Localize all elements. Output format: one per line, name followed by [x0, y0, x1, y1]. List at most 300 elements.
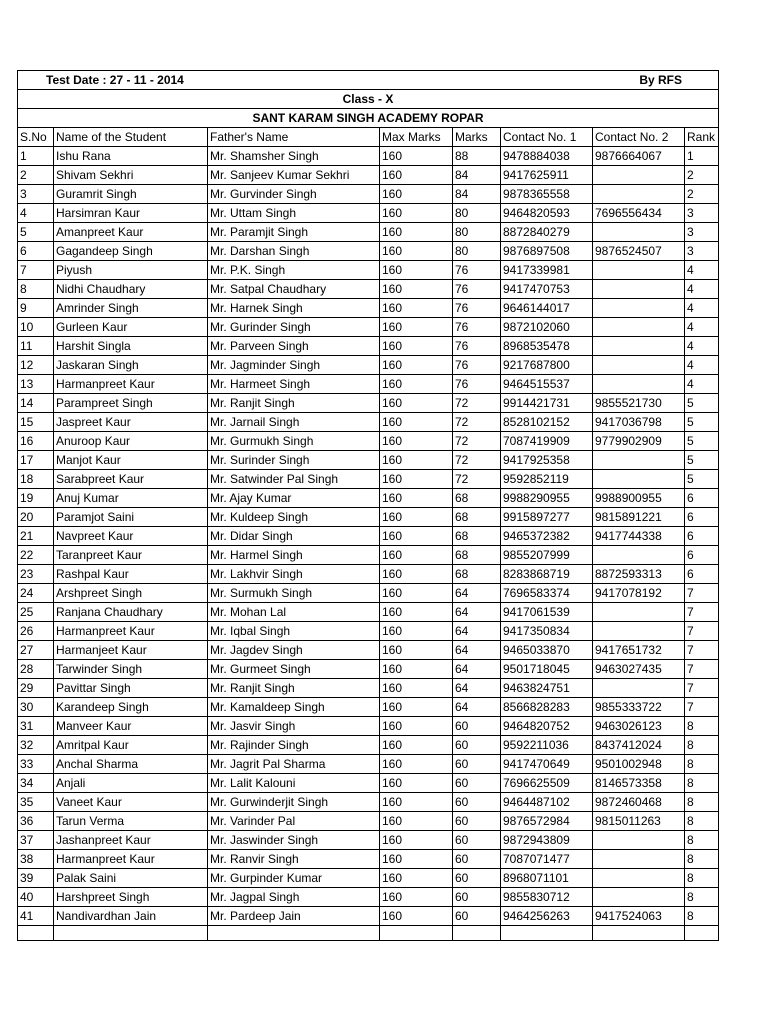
table-row: [18, 717, 719, 736]
cell-contact-2: [593, 261, 685, 280]
cell-contact-1: 9417625911: [501, 166, 593, 185]
cell-sno: 26: [18, 622, 54, 641]
cell-rank: 6: [685, 565, 719, 584]
cell-sno: 6: [18, 242, 54, 261]
cell-sno: 33: [18, 755, 54, 774]
col-header-contact-2: Contact No. 2: [593, 128, 685, 147]
cell-father-name: Mr. Jagpal Singh: [208, 888, 380, 907]
cell-max-marks: 160: [380, 546, 453, 565]
cell-contact-2: 9988900955: [593, 489, 685, 508]
cell-contact-1: 9464820593: [501, 204, 593, 223]
cell-father-name: Mr. Gurmeet Singh: [208, 660, 380, 679]
cell-father-name: Mr. Mohan Lal: [208, 603, 380, 622]
cell-max-marks: 160: [380, 318, 453, 337]
cell-father-name: Mr. Jasvir Singh: [208, 717, 380, 736]
cell-contact-1: 9876897508: [501, 242, 593, 261]
empty-cell: [501, 926, 593, 941]
cell-marks: 68: [453, 546, 501, 565]
table-row: [18, 584, 719, 603]
cell-student-name: Gurleen Kaur: [54, 318, 208, 337]
cell-contact-2: [593, 850, 685, 869]
cell-student-name: Guramrit Singh: [54, 185, 208, 204]
cell-father-name: Mr. Paramjit Singh: [208, 223, 380, 242]
cell-contact-1: 7087419909: [501, 432, 593, 451]
cell-marks: 60: [453, 812, 501, 831]
cell-marks: 64: [453, 603, 501, 622]
cell-sno: 10: [18, 318, 54, 337]
cell-contact-1: 9876572984: [501, 812, 593, 831]
empty-cell: [208, 926, 380, 941]
cell-rank: 5: [685, 394, 719, 413]
cell-marks: 72: [453, 413, 501, 432]
cell-max-marks: 160: [380, 356, 453, 375]
cell-sno: 8: [18, 280, 54, 299]
table-row: [18, 489, 719, 508]
cell-contact-1: 9872102060: [501, 318, 593, 337]
cell-rank: 7: [685, 679, 719, 698]
test-date: Test Date : 27 - 11 - 2014: [18, 71, 453, 90]
cell-max-marks: 160: [380, 432, 453, 451]
cell-max-marks: 160: [380, 489, 453, 508]
cell-marks: 88: [453, 147, 501, 166]
cell-sno: 29: [18, 679, 54, 698]
cell-sno: 40: [18, 888, 54, 907]
cell-sno: 27: [18, 641, 54, 660]
cell-max-marks: 160: [380, 375, 453, 394]
cell-contact-1: 7696625509: [501, 774, 593, 793]
cell-student-name: Anjali: [54, 774, 208, 793]
cell-contact-2: 9815891221: [593, 508, 685, 527]
cell-student-name: Manjot Kaur: [54, 451, 208, 470]
cell-contact-2: [593, 470, 685, 489]
cell-father-name: Mr. Surinder Singh: [208, 451, 380, 470]
col-header-contact-1: Contact No. 1: [501, 128, 593, 147]
cell-max-marks: 160: [380, 888, 453, 907]
cell-student-name: Manveer Kaur: [54, 717, 208, 736]
table-row: [18, 565, 719, 584]
cell-contact-2: [593, 356, 685, 375]
cell-student-name: Harmanjeet Kaur: [54, 641, 208, 660]
results-table: [17, 70, 719, 941]
cell-sno: 24: [18, 584, 54, 603]
table-row: [18, 147, 719, 166]
cell-max-marks: 160: [380, 812, 453, 831]
cell-max-marks: 160: [380, 413, 453, 432]
table-row: [18, 261, 719, 280]
cell-marks: 76: [453, 318, 501, 337]
table-row: [18, 603, 719, 622]
cell-father-name: Mr. Gurmukh Singh: [208, 432, 380, 451]
cell-rank: 4: [685, 337, 719, 356]
cell-marks: 80: [453, 223, 501, 242]
cell-contact-1: 9988290955: [501, 489, 593, 508]
cell-sno: 41: [18, 907, 54, 926]
cell-contact-2: 8872593313: [593, 565, 685, 584]
cell-student-name: Taranpreet Kaur: [54, 546, 208, 565]
cell-father-name: Mr. Ranvir Singh: [208, 850, 380, 869]
table-row: [18, 223, 719, 242]
cell-contact-2: [593, 546, 685, 565]
cell-rank: 7: [685, 641, 719, 660]
cell-max-marks: 160: [380, 261, 453, 280]
cell-sno: 18: [18, 470, 54, 489]
cell-marks: 60: [453, 850, 501, 869]
cell-contact-1: 9872943809: [501, 831, 593, 850]
cell-sno: 25: [18, 603, 54, 622]
cell-marks: 72: [453, 432, 501, 451]
cell-rank: 8: [685, 812, 719, 831]
cell-sno: 21: [18, 527, 54, 546]
cell-marks: 68: [453, 508, 501, 527]
cell-father-name: Mr. Harnek Singh: [208, 299, 380, 318]
cell-rank: 7: [685, 622, 719, 641]
cell-father-name: Mr. Gurwinderjit Singh: [208, 793, 380, 812]
table-row: [18, 831, 719, 850]
cell-marks: 60: [453, 755, 501, 774]
cell-max-marks: 160: [380, 565, 453, 584]
cell-contact-2: [593, 375, 685, 394]
cell-contact-2: 9876664067: [593, 147, 685, 166]
cell-student-name: Jaspreet Kaur: [54, 413, 208, 432]
cell-contact-1: 9465033870: [501, 641, 593, 660]
table-row: [18, 546, 719, 565]
cell-rank: 5: [685, 432, 719, 451]
cell-rank: 5: [685, 451, 719, 470]
empty-cell: [453, 926, 501, 941]
table-row: [18, 660, 719, 679]
cell-rank: 4: [685, 375, 719, 394]
cell-contact-2: [593, 299, 685, 318]
cell-max-marks: 160: [380, 793, 453, 812]
table-row: [18, 869, 719, 888]
cell-student-name: Piyush: [54, 261, 208, 280]
cell-student-name: Arshpreet Singh: [54, 584, 208, 603]
cell-marks: 60: [453, 869, 501, 888]
cell-contact-2: 9463027435: [593, 660, 685, 679]
cell-marks: 76: [453, 299, 501, 318]
cell-marks: 76: [453, 280, 501, 299]
cell-contact-2: 9501002948: [593, 755, 685, 774]
cell-sno: 16: [18, 432, 54, 451]
cell-rank: 2: [685, 185, 719, 204]
cell-sno: 31: [18, 717, 54, 736]
cell-contact-2: 9417078192: [593, 584, 685, 603]
cell-sno: 35: [18, 793, 54, 812]
cell-max-marks: 160: [380, 660, 453, 679]
cell-father-name: Mr. Varinder Pal: [208, 812, 380, 831]
cell-max-marks: 160: [380, 527, 453, 546]
cell-student-name: Harshpreet Singh: [54, 888, 208, 907]
cell-father-name: Mr. Sanjeev Kumar Sekhri: [208, 166, 380, 185]
cell-sno: 38: [18, 850, 54, 869]
column-header-row: [18, 128, 719, 147]
cell-rank: 6: [685, 527, 719, 546]
cell-max-marks: 160: [380, 166, 453, 185]
cell-sno: 17: [18, 451, 54, 470]
col-header-rank: Rank: [685, 128, 719, 147]
cell-marks: 68: [453, 489, 501, 508]
cell-student-name: Amanpreet Kaur: [54, 223, 208, 242]
cell-father-name: Mr. Rajinder Singh: [208, 736, 380, 755]
cell-rank: 8: [685, 736, 719, 755]
cell-marks: 64: [453, 679, 501, 698]
cell-max-marks: 160: [380, 204, 453, 223]
cell-contact-2: 9417651732: [593, 641, 685, 660]
cell-rank: 4: [685, 261, 719, 280]
cell-contact-1: 9914421731: [501, 394, 593, 413]
table-row: [18, 375, 719, 394]
cell-rank: 7: [685, 698, 719, 717]
cell-max-marks: 160: [380, 337, 453, 356]
cell-contact-1: 7087071477: [501, 850, 593, 869]
cell-father-name: Mr. Ranjit Singh: [208, 394, 380, 413]
cell-contact-1: 9417350834: [501, 622, 593, 641]
cell-rank: 7: [685, 584, 719, 603]
cell-student-name: Ishu Rana: [54, 147, 208, 166]
cell-contact-1: 9463824751: [501, 679, 593, 698]
cell-student-name: Anuroop Kaur: [54, 432, 208, 451]
cell-marks: 84: [453, 185, 501, 204]
table-row: [18, 318, 719, 337]
cell-marks: 64: [453, 660, 501, 679]
cell-father-name: Mr. Jagminder Singh: [208, 356, 380, 375]
cell-sno: 32: [18, 736, 54, 755]
cell-sno: 2: [18, 166, 54, 185]
cell-contact-2: [593, 622, 685, 641]
col-header-father-name: Father's Name: [208, 128, 380, 147]
cell-contact-1: 9465372382: [501, 527, 593, 546]
cell-sno: 20: [18, 508, 54, 527]
cell-marks: 60: [453, 774, 501, 793]
cell-rank: 5: [685, 470, 719, 489]
table-row: [18, 242, 719, 261]
cell-sno: 1: [18, 147, 54, 166]
cell-student-name: Harmanpreet Kaur: [54, 850, 208, 869]
cell-rank: 8: [685, 869, 719, 888]
cell-contact-2: 9417036798: [593, 413, 685, 432]
cell-sno: 39: [18, 869, 54, 888]
cell-contact-1: 9592211036: [501, 736, 593, 755]
cell-contact-1: 9915897277: [501, 508, 593, 527]
table-row: [18, 413, 719, 432]
cell-rank: 3: [685, 223, 719, 242]
cell-sno: 34: [18, 774, 54, 793]
cell-rank: 8: [685, 850, 719, 869]
empty-cell: [18, 926, 54, 941]
cell-contact-2: 9815011263: [593, 812, 685, 831]
cell-contact-1: 9464515537: [501, 375, 593, 394]
table-row: [18, 470, 719, 489]
cell-contact-1: 8566828283: [501, 698, 593, 717]
table-row: [18, 850, 719, 869]
cell-contact-2: [593, 280, 685, 299]
cell-max-marks: 160: [380, 223, 453, 242]
table-row: [18, 907, 719, 926]
cell-rank: 3: [685, 204, 719, 223]
cell-marks: 72: [453, 394, 501, 413]
cell-marks: 76: [453, 375, 501, 394]
cell-student-name: Harshit Singla: [54, 337, 208, 356]
cell-contact-2: 9417524063: [593, 907, 685, 926]
header-row-class: [18, 90, 719, 109]
cell-contact-1: 7696583374: [501, 584, 593, 603]
table-row: [18, 755, 719, 774]
table-row: [18, 736, 719, 755]
cell-marks: 80: [453, 204, 501, 223]
header-row-school: [18, 109, 719, 128]
cell-sno: 37: [18, 831, 54, 850]
cell-student-name: Amrinder Singh: [54, 299, 208, 318]
cell-rank: 7: [685, 660, 719, 679]
cell-marks: 72: [453, 451, 501, 470]
empty-cell: [54, 926, 208, 941]
cell-student-name: Amritpal Kaur: [54, 736, 208, 755]
cell-max-marks: 160: [380, 679, 453, 698]
cell-student-name: Navpreet Kaur: [54, 527, 208, 546]
cell-contact-1: 9855830712: [501, 888, 593, 907]
cell-student-name: Sarabpreet Kaur: [54, 470, 208, 489]
cell-father-name: Mr. Parveen Singh: [208, 337, 380, 356]
cell-father-name: Mr. Harmel Singh: [208, 546, 380, 565]
cell-contact-1: 8283868719: [501, 565, 593, 584]
empty-cell: [593, 926, 685, 941]
cell-contact-1: 8528102152: [501, 413, 593, 432]
cell-marks: 60: [453, 717, 501, 736]
cell-rank: 5: [685, 413, 719, 432]
cell-marks: 60: [453, 793, 501, 812]
cell-father-name: Mr. Jagdev Singh: [208, 641, 380, 660]
cell-student-name: Harmanpreet Kaur: [54, 375, 208, 394]
cell-student-name: Palak Saini: [54, 869, 208, 888]
cell-rank: 8: [685, 755, 719, 774]
table-row: [18, 451, 719, 470]
cell-marks: 64: [453, 698, 501, 717]
cell-father-name: Mr. Shamsher Singh: [208, 147, 380, 166]
cell-father-name: Mr. Kuldeep Singh: [208, 508, 380, 527]
cell-rank: 8: [685, 907, 719, 926]
cell-student-name: Jashanpreet Kaur: [54, 831, 208, 850]
cell-marks: 84: [453, 166, 501, 185]
cell-max-marks: 160: [380, 280, 453, 299]
cell-contact-2: [593, 869, 685, 888]
cell-contact-1: 8968535478: [501, 337, 593, 356]
table-row: [18, 204, 719, 223]
empty-row: [18, 926, 719, 941]
cell-rank: 4: [685, 280, 719, 299]
cell-marks: 60: [453, 736, 501, 755]
cell-father-name: Mr. P.K. Singh: [208, 261, 380, 280]
cell-father-name: Mr. Gurinder Singh: [208, 318, 380, 337]
cell-contact-2: [593, 166, 685, 185]
cell-student-name: Harmanpreet Kaur: [54, 622, 208, 641]
cell-father-name: Mr. Kamaldeep Singh: [208, 698, 380, 717]
cell-contact-1: 9417470649: [501, 755, 593, 774]
cell-max-marks: 160: [380, 299, 453, 318]
class-label: Class - X: [18, 90, 719, 109]
cell-sno: 5: [18, 223, 54, 242]
cell-contact-2: 9463026123: [593, 717, 685, 736]
table-row: [18, 508, 719, 527]
cell-max-marks: 160: [380, 869, 453, 888]
cell-father-name: Mr. Ajay Kumar: [208, 489, 380, 508]
cell-sno: 9: [18, 299, 54, 318]
cell-max-marks: 160: [380, 641, 453, 660]
cell-contact-2: 9876524507: [593, 242, 685, 261]
cell-contact-2: 9855333722: [593, 698, 685, 717]
cell-student-name: Paramjot Saini: [54, 508, 208, 527]
cell-marks: 76: [453, 261, 501, 280]
cell-father-name: Mr. Didar Singh: [208, 527, 380, 546]
cell-rank: 6: [685, 508, 719, 527]
cell-sno: 14: [18, 394, 54, 413]
cell-contact-2: [593, 185, 685, 204]
cell-sno: 15: [18, 413, 54, 432]
cell-contact-2: [593, 831, 685, 850]
table-row: [18, 698, 719, 717]
cell-student-name: Gagandeep Singh: [54, 242, 208, 261]
cell-contact-1: 9417339981: [501, 261, 593, 280]
cell-contact-1: 9478884038: [501, 147, 593, 166]
table-row: [18, 641, 719, 660]
cell-student-name: Tarun Verma: [54, 812, 208, 831]
author-label: By RFS: [453, 71, 719, 90]
cell-contact-1: 9592852119: [501, 470, 593, 489]
cell-sno: 13: [18, 375, 54, 394]
table-row: [18, 185, 719, 204]
cell-father-name: Mr. Jaswinder Singh: [208, 831, 380, 850]
cell-father-name: Mr. Pardeep Jain: [208, 907, 380, 926]
cell-contact-1: 9464820752: [501, 717, 593, 736]
cell-father-name: Mr. Jagrit Pal Sharma: [208, 755, 380, 774]
cell-father-name: Mr. Surmukh Singh: [208, 584, 380, 603]
cell-rank: 8: [685, 888, 719, 907]
cell-contact-1: 8872840279: [501, 223, 593, 242]
cell-student-name: Jaskaran Singh: [54, 356, 208, 375]
cell-sno: 30: [18, 698, 54, 717]
cell-student-name: Pavittar Singh: [54, 679, 208, 698]
cell-student-name: Anuj Kumar: [54, 489, 208, 508]
cell-marks: 72: [453, 470, 501, 489]
cell-contact-2: 9855521730: [593, 394, 685, 413]
cell-father-name: Mr. Iqbal Singh: [208, 622, 380, 641]
cell-father-name: Mr. Satwinder Pal Singh: [208, 470, 380, 489]
cell-marks: 68: [453, 565, 501, 584]
cell-contact-1: 9217687800: [501, 356, 593, 375]
cell-sno: 12: [18, 356, 54, 375]
table-row: [18, 432, 719, 451]
cell-max-marks: 160: [380, 242, 453, 261]
cell-rank: 4: [685, 299, 719, 318]
cell-student-name: Karandeep Singh: [54, 698, 208, 717]
cell-marks: 64: [453, 622, 501, 641]
cell-contact-2: [593, 223, 685, 242]
cell-max-marks: 160: [380, 736, 453, 755]
cell-contact-2: [593, 888, 685, 907]
cell-rank: 6: [685, 546, 719, 565]
table-row: [18, 679, 719, 698]
cell-max-marks: 160: [380, 717, 453, 736]
table-row: [18, 812, 719, 831]
cell-max-marks: 160: [380, 831, 453, 850]
cell-contact-1: 9464256263: [501, 907, 593, 926]
cell-rank: 8: [685, 793, 719, 812]
cell-contact-1: 9501718045: [501, 660, 593, 679]
cell-marks: 76: [453, 356, 501, 375]
cell-contact-2: [593, 679, 685, 698]
cell-student-name: Parampreet Singh: [54, 394, 208, 413]
cell-contact-1: 9646144017: [501, 299, 593, 318]
cell-contact-1: 9417061539: [501, 603, 593, 622]
